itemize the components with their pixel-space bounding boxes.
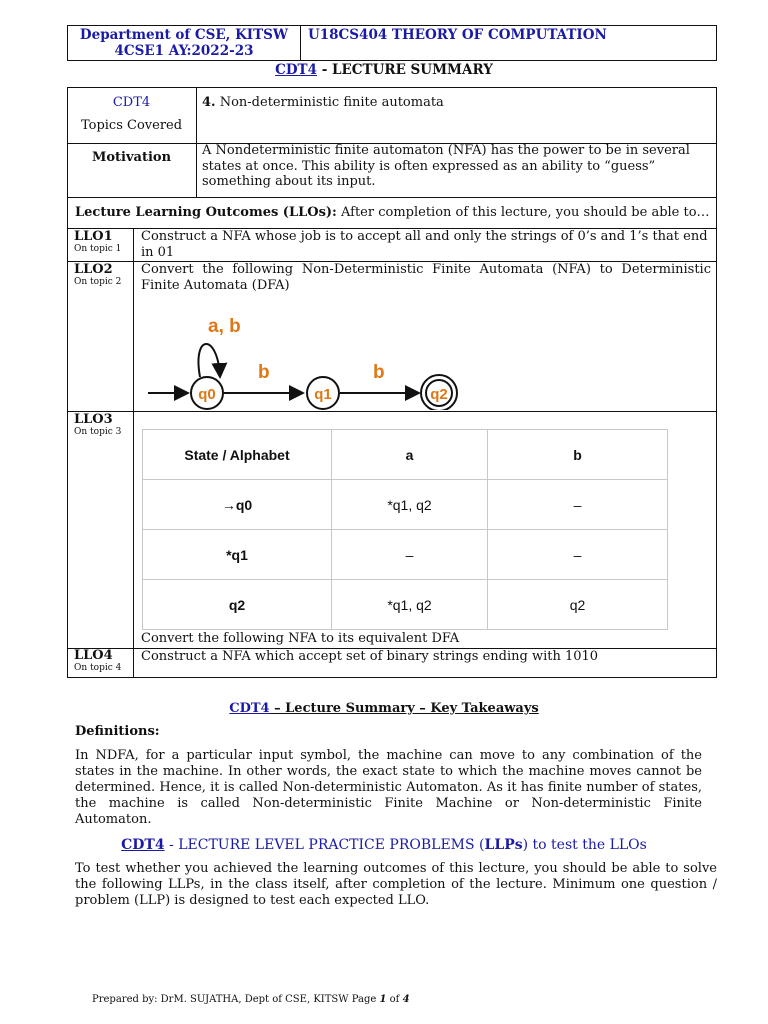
table-row — [143, 530, 668, 580]
row-divider — [67, 197, 717, 198]
table-header-row — [143, 430, 668, 480]
topics-covered-label: Topics Covered — [80, 118, 183, 133]
takeaways-title: – Lecture Summary – Key Takeaways — [269, 701, 539, 716]
footer-page-label: Page — [351, 994, 377, 1005]
state-q0-label: q0 — [198, 386, 216, 403]
table-cell: →q0 — [143, 480, 332, 530]
edge-q0-q1-label: b — [258, 362, 270, 383]
practice-text: To test whether you achieved the learning outcomes of this lecture, you should be able to solve the following LLPs, in the class itself, after completion of the lecture. Minimum one question / problem (LLP) is designed to test each expected LLO. — [75, 861, 717, 908]
page-subtitle — [0, 62, 768, 78]
table-cell: – — [332, 530, 488, 580]
motivation-label: Motivation — [91, 150, 172, 165]
footer-of: of — [389, 994, 400, 1005]
table-header-cell: State / Alphabet — [143, 430, 332, 480]
table-row — [143, 480, 668, 530]
self-loop-label: a, b — [208, 316, 241, 337]
state-q1-label: q1 — [314, 386, 332, 403]
edge-q1-q2-label: b — [373, 362, 385, 383]
llo-intro-text: After completion of this lecture, you should be able to… — [340, 205, 710, 220]
footer-prepared-by: Prepared by: DrM. SUJATHA, Dept of CSE, KITSW — [92, 994, 349, 1005]
llo4-label-cell — [74, 648, 121, 673]
llo2-label-cell — [74, 262, 121, 287]
llo4-topic: On topic 4 — [74, 663, 122, 673]
table-cell: q2 — [488, 580, 668, 630]
llo3-topic: On topic 3 — [74, 427, 122, 437]
department-cell — [68, 26, 301, 61]
llo4-label: LLO4 — [74, 648, 113, 663]
llo1-label: LLO1 — [74, 229, 113, 244]
practice-title-c: ) to test the LLOs — [522, 837, 647, 853]
table-cell: *q1 — [143, 530, 332, 580]
page-footer — [92, 994, 410, 1005]
footer-page-number: 1 — [379, 994, 387, 1005]
table-cell: *q1, q2 — [332, 580, 488, 630]
row-divider — [67, 411, 717, 412]
topic-number: 4. — [202, 95, 216, 110]
cdt-code: CDT4 — [112, 95, 151, 110]
llo2-text: Convert the following Non-Deterministic Finite Automata (NFA) to Deterministic Finite Automata (DFA) — [141, 262, 711, 293]
practice-title-b: LLPs — [484, 837, 523, 853]
document-header — [67, 25, 717, 61]
self-loop-arrow — [198, 344, 220, 377]
subtitle-text: - LECTURE SUMMARY — [317, 62, 493, 78]
nfa-diagram — [140, 305, 470, 410]
practice-code: CDT4 — [121, 837, 165, 853]
transition-table — [142, 429, 668, 630]
takeaways-code: CDT4 — [229, 701, 270, 716]
practice-heading — [0, 837, 768, 853]
practice-title-a: - LECTURE LEVEL PRACTICE PROBLEMS ( — [164, 837, 485, 853]
class-year: 4CSE1 AY:2022-23 — [114, 43, 254, 59]
llo-intro-label: Lecture Learning Outcomes (LLOs): — [75, 205, 337, 220]
llo1-topic: On topic 1 — [74, 244, 122, 254]
definitions-label: Definitions: — [75, 724, 160, 739]
topic-item — [202, 95, 444, 110]
table-cell: q2 — [143, 580, 332, 630]
table-header-cell: a — [332, 430, 488, 480]
llo4-text: Construct a NFA which accept set of binary strings ending with 1010 — [141, 649, 599, 664]
table-cell: – — [488, 530, 668, 580]
department-name: Department of CSE, KITSW — [79, 27, 289, 43]
footer-page-total: 4 — [402, 994, 410, 1005]
llo1-label-cell — [74, 229, 121, 254]
llo-col-divider — [133, 228, 134, 678]
subtitle-code: CDT4 — [275, 62, 317, 78]
llo2-topic: On topic 2 — [74, 277, 122, 287]
llo3-text: Convert the following NFA to its equivalent DFA — [141, 631, 460, 646]
takeaways-heading — [0, 701, 768, 716]
topic-name: Non-deterministic finite automata — [219, 95, 444, 110]
table-cell: – — [488, 480, 668, 530]
motivation-text: A Nondeterministic finite automaton (NFA) has the power to be in several states at once. This ability is often expressed as an ability to “guess” something about its input. — [202, 143, 690, 189]
llo3-label: LLO3 — [74, 412, 113, 427]
llo2-label: LLO2 — [74, 262, 113, 277]
llo-intro — [75, 205, 710, 220]
definitions-text: In NDFA, for a particular input symbol, the machine can move to any combination of the states in the machine. In other words, the exact state to which the machine moves cannot be determined. Hence, it is called Non-deterministic Automaton. As it has finite number of states, the machine is called Non-deterministic Finite Machine or Non-deterministic Finite Automaton. — [75, 748, 702, 827]
table-row — [143, 580, 668, 630]
table-cell: *q1, q2 — [332, 480, 488, 530]
course-title: U18CS404 THEORY OF COMPUTATION — [308, 27, 607, 43]
llo1-text: Construct a NFA whose job is to accept all and only the strings of 0’s and 1’s that end in 01 — [141, 229, 708, 260]
table-header-cell: b — [488, 430, 668, 480]
llo3-label-cell — [74, 412, 121, 437]
state-q2-label: q2 — [430, 386, 448, 403]
